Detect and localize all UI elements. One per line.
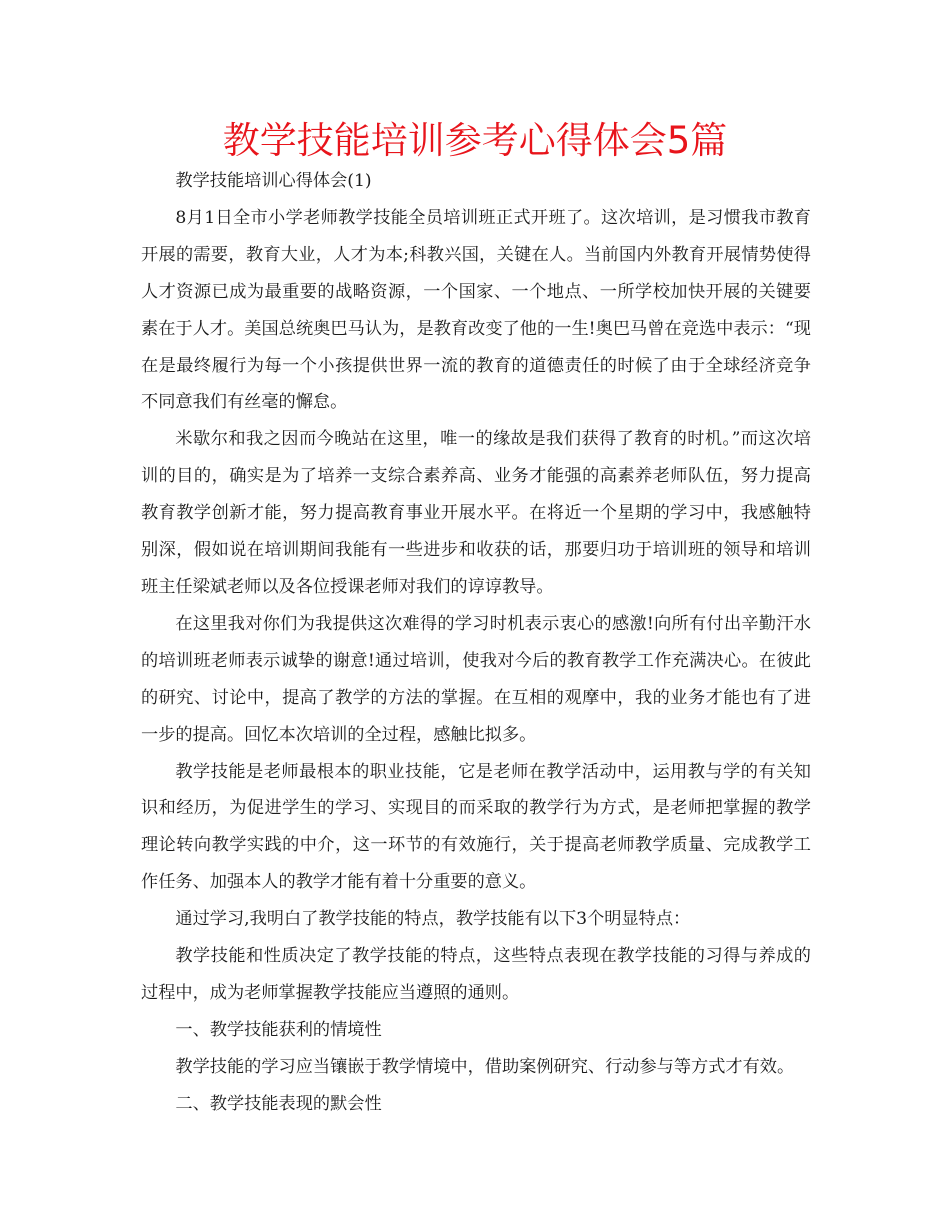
section-heading-1: 教学技能培训心得体会(1): [175, 171, 372, 191]
document-body: [141, 163, 811, 1123]
paragraph-training-purpose: 米歇尔和我之因而今晚站在这里，唯一的缘故是我们获得了教育的时机。”而这次培训的目的，确实是为了培养一支综合素养高、业务才能强的高素养老师队伍，努力提高教育教学创新才能，努力提高教育事业开展水平。在将近一个星期的学习中，我感触特别深，假如说在培训期间我能有一些进步和收获的话，那要归功于培训班的领导和培训班主任梁斌老师以及各位授课老师对我们的谆谆教导。: [141, 429, 811, 597]
subheading-situational: 一、教学技能获利的情境性: [175, 1019, 382, 1040]
paragraph-teaching-skills: 教学技能是老师最根本的职业技能，它是老师在教学活动中，运用教与学的有关知识和经历，为促进学生的学习、实现目的而采取的教学行为方式，是老师把掌握的教学理论转向教学实践的中介，这一环节的有效施行，关于提高老师教学质量、完成教学工作任务、加强本人的教学才能有着十分重要的意义。: [141, 761, 811, 893]
paragraph-features-intro: 通过学习,我明白了教学技能的特点，教学技能有以下3个明显特点：: [175, 909, 691, 930]
subheading-tacit: 二、教学技能表现的默会性: [175, 1093, 382, 1114]
paragraph-situational: 教学技能的学习应当镶嵌于教学情境中，借助案例研究、行动参与等方式才有效。: [175, 1056, 795, 1077]
document-title: 教学技能培训参考心得体会5篇: [222, 119, 728, 162]
paragraph-gratitude: 在这里我对你们为我提供这次难得的学习时机表示衷心的感激!向所有付出辛勤汗水的培训班老师表示诚挚的谢意!通过培训，使我对今后的教育教学工作充满决心。在彼此的研究、讨论中，提高了教学的方法的掌握。在互相的观摩中，我的业务才能也有了进一步的提高。回忆本次培训的全过程，感触比拟多。: [141, 613, 811, 745]
paragraph-features-nature: 教学技能和性质决定了教学技能的特点，这些特点表现在教学技能的习得与养成的过程中，成为老师掌握教学技能应当遵照的通则。: [141, 946, 811, 1003]
paragraph-opening: 8月1日全市小学老师教学技能全员培训班正式开班了。这次培训，是习惯我市教育开展的需要，教育大业，人才为本;科教兴国，关键在人。当前国内外教育开展情势使得人才资源已成为最重要的战略资源，一个国家、一个地点、一所学校加快开展的关键要素在于人才。美国总统奥巴马认为，是教育改变了他的一生!奥巴马曾在竞选中表示：“现在是最终履行为每一个小孩提供世界一流的教育的道德责任的时候了由于全球经济竞争不同意我们有丝毫的懈怠。: [141, 207, 811, 413]
